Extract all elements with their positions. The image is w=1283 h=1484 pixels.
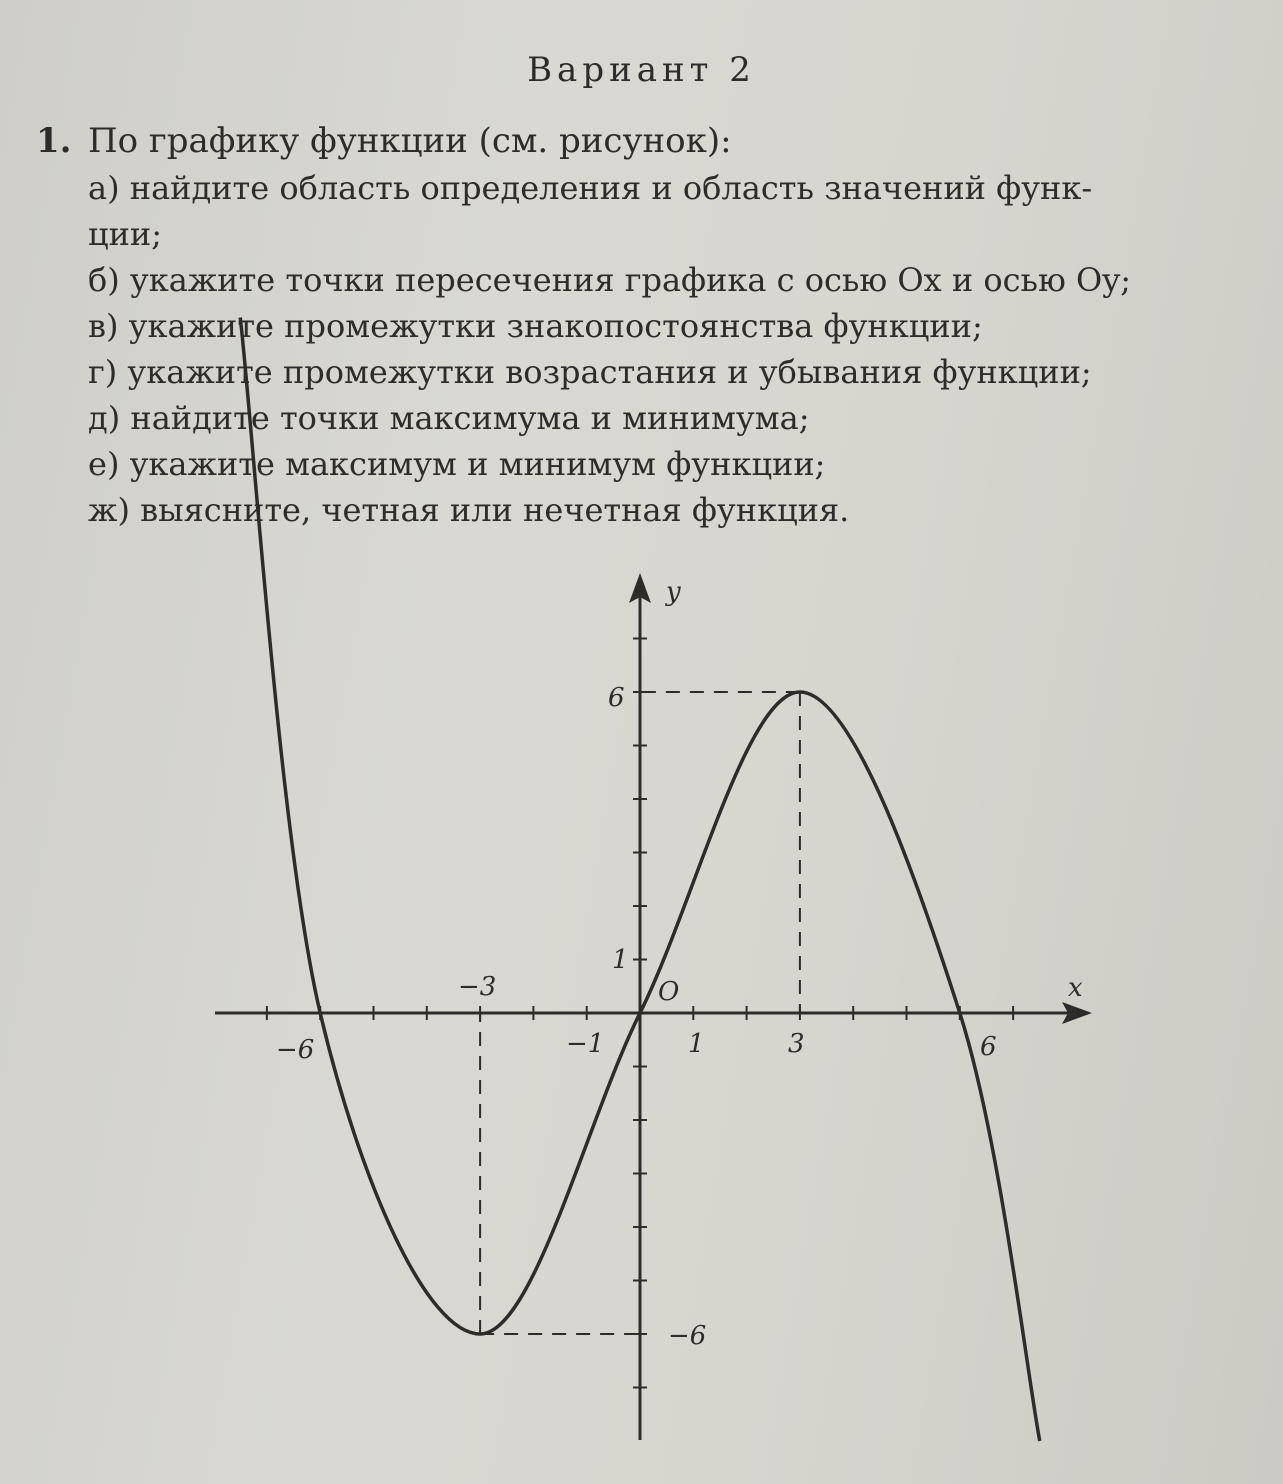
y-axis-label: y — [666, 577, 681, 607]
x-axis-label: x — [1068, 973, 1083, 1003]
task-item-zh: ж) выясните, четная или нечетная функция. — [88, 491, 850, 529]
x-tick-label-6: 6 — [980, 1032, 997, 1062]
task-prompt: По графику функции (см. рисунок): — [88, 121, 732, 161]
x-tick-label-1: 1 — [688, 1029, 705, 1059]
task-item-g: г) укажите промежутки возрастания и убывания функции; — [88, 353, 1092, 391]
x-tick-label-m1: −1 — [566, 1029, 605, 1059]
x-tick-label-3: 3 — [788, 1029, 805, 1059]
y-tick-label-1: 1 — [612, 945, 629, 975]
task-item-a-cont: ции; — [88, 215, 163, 253]
task-item-d: д) найдите точки максимума и минимума; — [88, 399, 810, 437]
axis-labels — [276, 577, 1083, 1351]
task-item-e: е) укажите максимум и минимум функции; — [88, 445, 826, 483]
y-tick-label-m6: −6 — [668, 1321, 707, 1351]
task-number: 1. — [36, 121, 72, 161]
task-item-b: б) укажите точки пересечения графика с осью Ox и осью Oy; — [88, 261, 1132, 299]
origin-label: O — [658, 977, 680, 1007]
variant-title-text: Вариант 2 — [527, 50, 756, 90]
y-tick-label-6: 6 — [608, 683, 625, 713]
x-tick-label-m6: −6 — [276, 1035, 315, 1065]
task-item-v: в) укажите промежутки знакопостоянства функции; — [88, 307, 983, 345]
task-item-a: а) найдите область определения и область значений функ- — [88, 169, 1093, 207]
x-tick-label-m3: −3 — [458, 972, 497, 1002]
